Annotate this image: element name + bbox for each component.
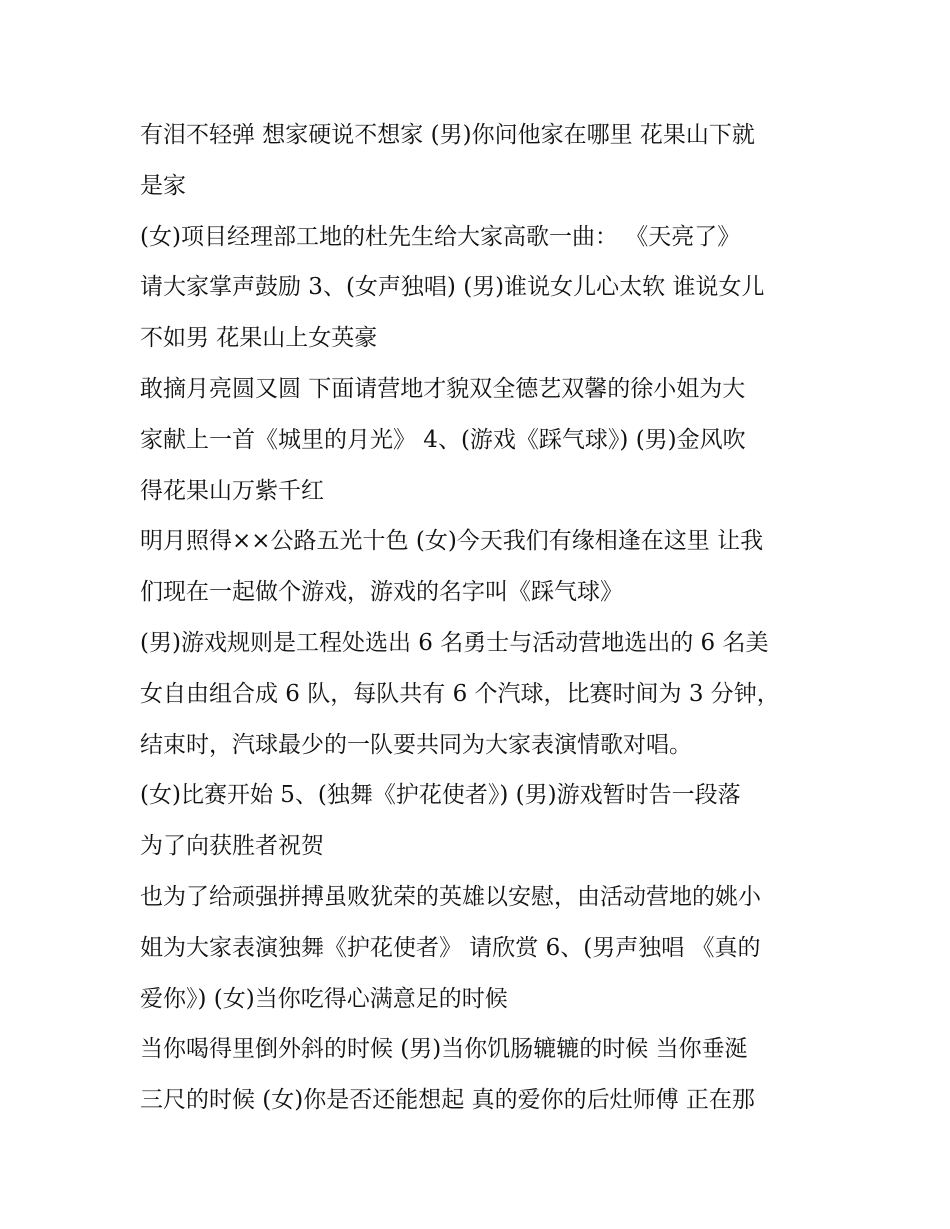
text-line: 敢摘月亮圆又圆 下面请营地才貌双全德艺双馨的徐小姐为大 bbox=[140, 375, 746, 402]
document-body bbox=[140, 110, 820, 1126]
text-line: 结束时，汽球最少的一队要共同为大家表演情歌对唱。 bbox=[140, 731, 692, 758]
text-line: 不如男 花果山上女英豪 bbox=[140, 325, 378, 352]
text-line: 为了向获胜者祝贺 bbox=[140, 833, 324, 860]
text-line: 请大家掌声鼓励 3、(女声独唱) (男)谁说女儿心太软 谁说女儿 bbox=[140, 274, 765, 301]
text-line: 们现在一起做个游戏，游戏的名字叫《踩气球》 bbox=[140, 579, 623, 606]
text-line: 得花果山万紫千红 bbox=[140, 477, 324, 504]
text-line: 爱你》) (女)当你吃得心满意足的时候 bbox=[140, 985, 508, 1012]
text-line: 也为了给顽强拼搏虽败犹荣的英雄以安慰，由活动营地的姚小 bbox=[140, 883, 761, 910]
text-line: (男)游戏规则是工程处选出 6 名勇士与活动营地选出的 6 名美 bbox=[140, 629, 769, 656]
text-line: 家献上一首《城里的月光》 4、(游戏《踩气球》) (男)金风吹 bbox=[140, 426, 746, 453]
text-line: 当你喝得里倒外斜的时候 (男)当你饥肠辘辘的时候 当你垂涎 bbox=[140, 1036, 748, 1063]
text-line: (女)项目经理部工地的杜先生给大家高歌一曲： 《天亮了》 bbox=[140, 223, 741, 250]
text-line: 是家 bbox=[140, 172, 186, 199]
text-line: 三尺的时候 (女)你是否还能想起 真的爱你的后灶师傅 正在那 bbox=[140, 1087, 755, 1114]
text-line: 姐为大家表演独舞《护花使者》 请欣赏 6、(男声独唱 《真的 bbox=[140, 934, 761, 961]
text-line: 女自由组合成 6 队，每队共有 6 个汽球，比赛时间为 3 分钟， bbox=[140, 680, 780, 707]
text-line: 有泪不轻弹 想家硬说不想家 (男)你问他家在哪里 花果山下就 bbox=[140, 122, 755, 148]
text-line: 明月照得××公路五光十色 (女)今天我们有缘相逢在这里 让我 bbox=[140, 528, 764, 555]
text-line: (女)比赛开始 5、(独舞《护花使者》) (男)游戏暂时告一段落 bbox=[140, 782, 741, 809]
